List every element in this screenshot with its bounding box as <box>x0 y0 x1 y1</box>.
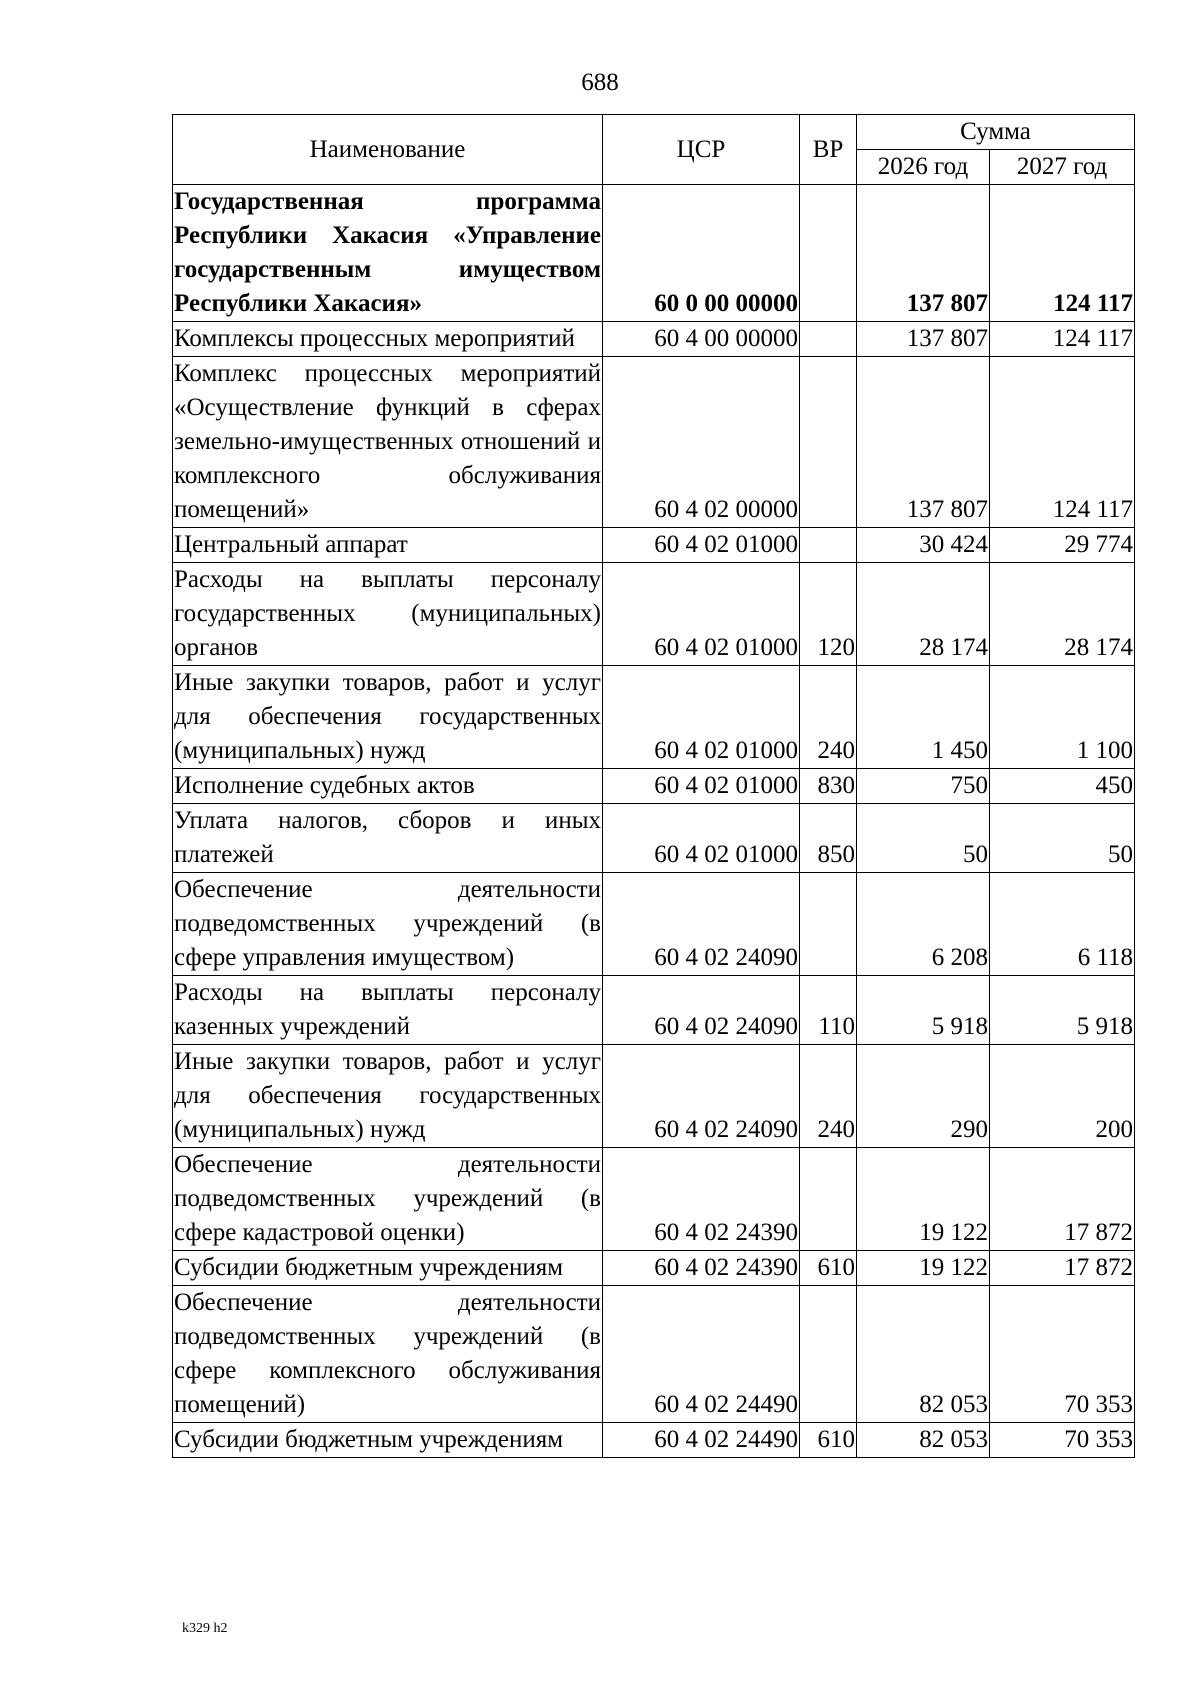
row-name: Иные закупки товаров, работ и услуг для обеспечения государственных (муниципальных) нужд <box>173 666 603 769</box>
footer-code: k329 h2 <box>182 1621 228 1636</box>
row-amount-2026: 750 <box>857 769 990 804</box>
header-sum: Сумма <box>857 115 1135 150</box>
row-amount-2027: 70 353 <box>990 1423 1135 1458</box>
row-amount-2026: 290 <box>857 1045 990 1148</box>
row-vr-code: 830 <box>800 769 857 804</box>
row-csr-code: 60 4 02 01000 <box>603 769 800 804</box>
table-row <box>173 769 1135 804</box>
row-vr-code: 120 <box>800 563 857 666</box>
row-amount-2026: 19 122 <box>857 1251 990 1286</box>
row-csr-code: 60 4 02 01000 <box>603 666 800 769</box>
row-amount-2027: 200 <box>990 1045 1135 1148</box>
header-csr: ЦСР <box>603 115 800 185</box>
row-name: Государственная программа Республики Хакасия «Управление государственным имуществом Республики Хакасия» <box>173 185 603 322</box>
table-row <box>173 1045 1135 1148</box>
row-vr-code: 850 <box>800 804 857 873</box>
row-name: Иные закупки товаров, работ и услуг для обеспечения государственных (муниципальных) нужд <box>173 1045 603 1148</box>
row-csr-code: 60 4 00 00000 <box>603 322 800 357</box>
table-row <box>173 1251 1135 1286</box>
row-amount-2026: 137 807 <box>857 185 990 322</box>
row-csr-code: 60 4 02 01000 <box>603 563 800 666</box>
row-amount-2026: 19 122 <box>857 1148 990 1251</box>
row-vr-code: 610 <box>800 1251 857 1286</box>
row-amount-2026: 82 053 <box>857 1286 990 1423</box>
row-amount-2026: 6 208 <box>857 873 990 976</box>
row-vr-code: 240 <box>800 666 857 769</box>
row-name: Обеспечение деятельности подведомственных учреждений (в сфере управления имуществом) <box>173 873 603 976</box>
row-vr-code <box>800 1286 857 1423</box>
row-csr-code: 60 4 02 24390 <box>603 1251 800 1286</box>
row-amount-2027: 124 117 <box>990 357 1135 528</box>
row-csr-code: 60 4 02 24490 <box>603 1286 800 1423</box>
row-vr-code: 240 <box>800 1045 857 1148</box>
row-name: Субсидии бюджетным учреждениям <box>173 1423 603 1458</box>
budget-table <box>172 114 1135 1458</box>
row-amount-2027: 1 100 <box>990 666 1135 769</box>
row-name: Расходы на выплаты персоналу государственных (муниципальных) органов <box>173 563 603 666</box>
row-csr-code: 60 4 02 24090 <box>603 976 800 1045</box>
table-row <box>173 804 1135 873</box>
table-row <box>173 1148 1135 1251</box>
row-name: Обеспечение деятельности подведомственных учреждений (в сфере кадастровой оценки) <box>173 1148 603 1251</box>
row-amount-2027: 28 174 <box>990 563 1135 666</box>
row-name: Комплексы процессных мероприятий <box>173 322 603 357</box>
row-amount-2027: 124 117 <box>990 322 1135 357</box>
table-row <box>173 666 1135 769</box>
header-year-2027: 2027 год <box>990 150 1135 185</box>
page-number: 688 <box>581 69 619 96</box>
row-vr-code: 610 <box>800 1423 857 1458</box>
row-csr-code: 60 4 02 24390 <box>603 1148 800 1251</box>
row-amount-2026: 137 807 <box>857 357 990 528</box>
row-amount-2027: 450 <box>990 769 1135 804</box>
row-vr-code: 110 <box>800 976 857 1045</box>
table-row <box>173 976 1135 1045</box>
table-row <box>173 873 1135 976</box>
row-csr-code: 60 4 02 24090 <box>603 873 800 976</box>
header-vr: ВР <box>800 115 857 185</box>
row-name: Расходы на выплаты персоналу казенных учреждений <box>173 976 603 1045</box>
header-name: Наименование <box>173 115 603 185</box>
header-year-2026: 2026 год <box>857 150 990 185</box>
table-row <box>173 563 1135 666</box>
row-amount-2027: 50 <box>990 804 1135 873</box>
row-amount-2027: 29 774 <box>990 528 1135 563</box>
row-amount-2026: 50 <box>857 804 990 873</box>
row-name: Субсидии бюджетным учреждениям <box>173 1251 603 1286</box>
row-csr-code: 60 4 02 00000 <box>603 357 800 528</box>
row-name: Комплекс процессных мероприятий «Осуществление функций в сферах земельно-имущественных отношений и комплексного обслуживания помещений» <box>173 357 603 528</box>
table-row <box>173 1423 1135 1458</box>
table-row <box>173 185 1135 322</box>
row-amount-2026: 137 807 <box>857 322 990 357</box>
table-row <box>173 357 1135 528</box>
row-amount-2027: 70 353 <box>990 1286 1135 1423</box>
row-csr-code: 60 4 02 01000 <box>603 804 800 873</box>
row-vr-code <box>800 357 857 528</box>
row-vr-code <box>800 873 857 976</box>
row-amount-2026: 30 424 <box>857 528 990 563</box>
row-name: Уплата налогов, сборов и иных платежей <box>173 804 603 873</box>
header-row <box>173 115 1135 150</box>
table-row <box>173 1286 1135 1423</box>
row-name: Обеспечение деятельности подведомственных учреждений (в сфере комплексного обслуживания помещений) <box>173 1286 603 1423</box>
row-name: Исполнение судебных актов <box>173 769 603 804</box>
row-amount-2027: 6 118 <box>990 873 1135 976</box>
table-row <box>173 528 1135 563</box>
row-amount-2026: 82 053 <box>857 1423 990 1458</box>
row-csr-code: 60 0 00 00000 <box>603 185 800 322</box>
table-row <box>173 322 1135 357</box>
row-csr-code: 60 4 02 24490 <box>603 1423 800 1458</box>
row-amount-2027: 17 872 <box>990 1251 1135 1286</box>
row-csr-code: 60 4 02 01000 <box>603 528 800 563</box>
row-vr-code <box>800 528 857 563</box>
row-amount-2026: 5 918 <box>857 976 990 1045</box>
row-amount-2027: 17 872 <box>990 1148 1135 1251</box>
row-name: Центральный аппарат <box>173 528 603 563</box>
row-vr-code <box>800 185 857 322</box>
row-amount-2026: 28 174 <box>857 563 990 666</box>
row-csr-code: 60 4 02 24090 <box>603 1045 800 1148</box>
row-vr-code <box>800 1148 857 1251</box>
row-vr-code <box>800 322 857 357</box>
row-amount-2026: 1 450 <box>857 666 990 769</box>
row-amount-2027: 124 117 <box>990 185 1135 322</box>
row-amount-2027: 5 918 <box>990 976 1135 1045</box>
